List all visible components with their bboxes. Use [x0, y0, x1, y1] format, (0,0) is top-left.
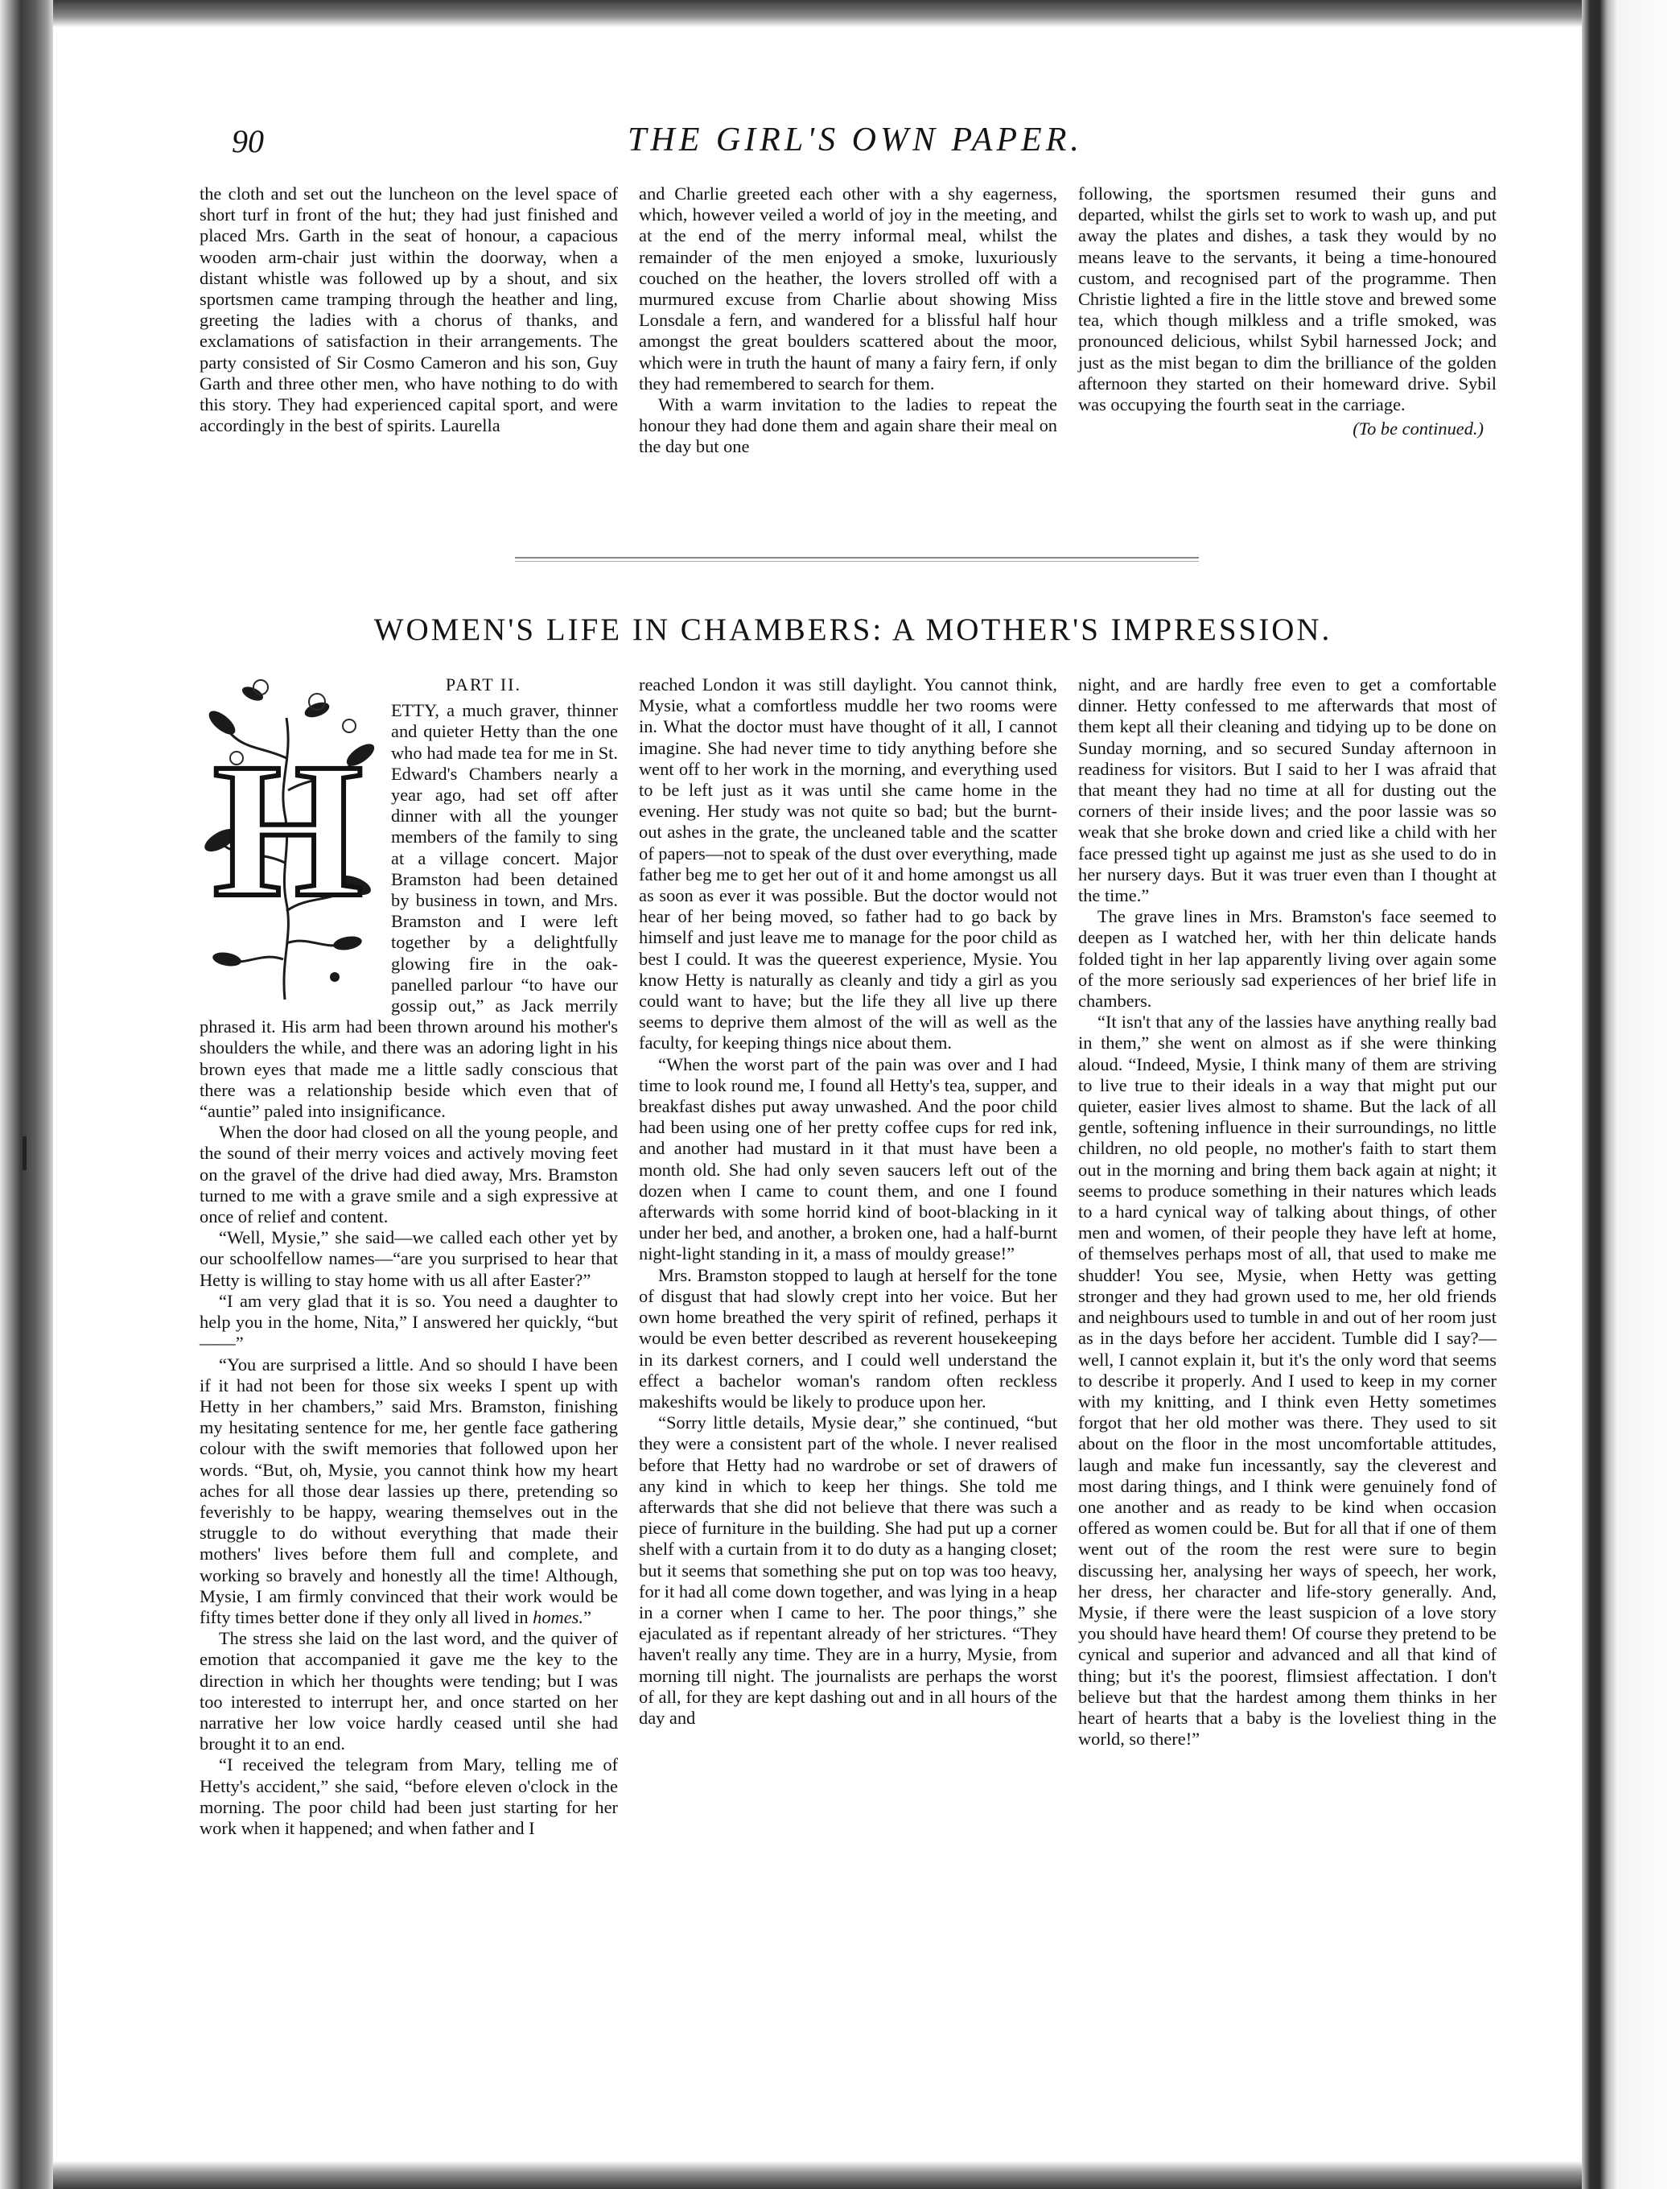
article-paragraph: Mrs. Bramston stopped to laugh at herself for the tone of disgust that had slowly crept into her voice. But her own home breathed the very spirit of refined, perhaps it would be even better described as reverent housekeeping in its darkest corners, and I could well understand the effect a bachelor woman's random often reckless makeshifts would be likely to produce upon her.: [639, 1264, 1057, 1412]
article-paragraph: “It isn't that any of the lassies have anything really bad in them,” she went on almost as if she were thinking aloud. “Indeed, Mysie, I think many of them are striving to live true to their ideals in a way that might put our quieter, easier lives almost to shame. But the lack of all gentle, softening influence in their surroundings, no little children, no old people, no mother's faith to start them out in the morning and bring them back again at night; it seems to produce something in their natures which leads to a hard cynical way of talking about things, of other men and women, of their people they have left at home, of themselves perhaps most of all, that used to make me shudder! You see, Mysie, when Hetty was getting stronger and they had grown used to me, her old friends and neighbours used to tumble in and out of her room just as in the days before her accident. Tumble did I say?—well, I cannot explain it, but it's the only word that seems to describe it properly. And I used to keep in my corner with my knitting, and I think even Hetty sometimes forgot that her old mother was there. They used to sit about on the floor in the most uncomfortable attitudes, laugh and make fun incessantly, say the cleverest and most daring things, and I think were genuinely fond of one another and as ready to be kind when occasion offered as women could be. But for all that if one of them went out of the room the rest were sure to begin discussing her, analysing her ways of speech, her work, her dress, her character and life-story generally. And, Mysie, if there were the least suspicion of a love story you should have heard them! Of course they pretend to be cynical and superior and advanced and all that kind of thing; but it's the poorest, flimsiest affectation. I don't believe but that the hardest among them thinks in her heart of hearts that a baby is the loveliest thing in the world, so there!”: [1078, 1012, 1497, 1750]
scan-border-top: [53, 0, 1582, 27]
article-paragraph: reached London it was still daylight. You cannot think, Mysie, what a comfortless muddle her two rooms were in. What the doctor must have thought of it all, I cannot imagine. She had never time to tidy anything before she went off to her work in the morning, and everything used to be left just as it was until she came home in the evening. Her study was not quite so bad; but the burnt-out ashes in the grate, the uncleaned table and the scatter of papers—not to speak of the dust over everything, made father beg me to get her out of it and home amongst us all as soon as ever it was possible. But the doctor would not hear of her being moved, so father had to go back by himself and just leave me to manage for the poor child as best I could. It was the queerest experience, Mysie. You know Hetty is naturally as cleanly and tidy a girl as you could want to have; but the life they all live up there seems to deprive them almost of the will as well as the faculty, for keeping things nice about them.: [639, 674, 1057, 1053]
article-paragraph: “Well, Mysie,” she said—we called each other yet by our schoolfellow names—“are you surprised to hear that Hetty is willing to stay home with us all after Easter?”: [200, 1227, 618, 1290]
article-column-1: [200, 674, 618, 1839]
story-column-3: [1078, 183, 1497, 439]
story-paragraph: the cloth and set out the luncheon on the level space of short turf in front of the hut; they had just finished and placed Mrs. Garth in the seat of honour, a capacious wooden arm-chair just within the doorway, when a distant whistle was followed up by a shout, and six sportsmen came tramping through the heather and ling, greeting the ladies with a chorus of thanks, and exclamations of satisfaction in their arrangements. The party consisted of Sir Cosmo Cameron and his son, Guy Garth and three other men, who have nothing to do with this story. They had experienced capital sport, and were accordingly in the best of spirits. Laurella: [200, 183, 618, 436]
scan-border-left: [0, 0, 53, 2189]
article-column-3: [1078, 674, 1497, 1750]
scan-border-bottom: [53, 2161, 1582, 2189]
article-paragraph: “I received the telegram from Mary, telling me of Hetty's accident,” she said, “before eleven o'clock in the morning. The poor child had been just starting for her work when it happened; and when father and I: [200, 1754, 618, 1838]
drop-cap-letter: H: [212, 723, 364, 937]
article-paragraph: The grave lines in Mrs. Bramston's face seemed to deepen as I watched her, with her thin delicate hands folded tight in her lap apparently living over again some of the more seriously sad experiences of her brief life in chambers.: [1078, 906, 1497, 1012]
paragraph-text: “You are surprised a little. And so should I have been if it had not been for those six weeks I spent up with Hetty in her chambers,” said Mrs. Bramston, finishing my hesitating sentence for me, her gentle face gathering colour with the swift memories that followed upon her words. “But, oh, Mysie, you cannot think how my heart aches for all those dear lassies up there, pretending so feverishly to be happy, wearing themselves out in the struggle to do without everything that made their mothers' lives before them full and complete, and working so bravely and honestly all the time! Although, Mysie, I am firmly convinced that their work would be fifty times better done if they only all lived in: [200, 1354, 618, 1627]
article-paragraph: The stress she laid on the last word, and the quiver of emotion that accompanied it gave me the key to the direction in which her thoughts were tending; but I was too interested to interrupt her, and once started on her narrative her low voice hardly ceased until she had brought it to an end.: [200, 1628, 618, 1754]
article-paragraph: night, and are hardly free even to get a comfortable dinner. Hetty confessed to me afterwards that most of them kept all their cleaning and tidying up to be done on Sunday morning, and so secured Sunday afternoon in readiness for visitors. But I said to her I was afraid that that meant they had no time at all for dusting out the corners of their inside lives; and the poor lassie was so weak that she broke down and cried like a child with her face pressed tight up against me just as she used to do in her nursery days. But it was truer even than I thought at the time.”: [1078, 674, 1497, 906]
margin-mark: [23, 1136, 27, 1170]
story-paragraph: and Charlie greeted each other with a shy eagerness, which, however veiled a world of joy in the meeting, and at the end of the merry informal meal, whilst the remainder of the men enjoyed a smoke, luxuriously couched on the heather, the lovers strolled off with a murmured excuse from Charlie about showing Miss Lonsdale a fern, and wandered for a blissful half hour amongst the great boulders scattered about the moor, which were in truth the haunt of many a fairy fern, if only they had remembered to search for them.: [639, 183, 1057, 394]
part-heading: PART II.: [445, 674, 521, 695]
article-title: WOMEN'S LIFE IN CHAMBERS: A MOTHER'S IMPRESSION.: [373, 612, 1332, 647]
story-column-2: [639, 183, 1057, 458]
article-paragraph: When the door had closed on all the young people, and the sound of their merry voices and actively moving feet on the gravel of the drive had died away, Mrs. Bramston turned to me with a grave smile and a sigh expressive at once of relief and content.: [200, 1122, 618, 1227]
article-paragraph: [200, 1354, 618, 1629]
story-paragraph: With a warm invitation to the ladies to repeat the honour they had done them and again share their meal on the day but one: [639, 394, 1057, 457]
story-paragraph: following, the sportsmen resumed their guns and departed, whilst the girls set to work to wash up, and put away the plates and dishes, a task they would by no means leave to the servants, it being a time-honoured custom, and recognised part of the programme. Then Christie lighted a fire in the little stove and brewed some tea, which though milkless and a trifle smoked, was pronounced delicious, whilst Sybil harnessed Jock; and just as the mist began to dim the brilliance of the golden afternoon they started on their homeward drive. Sybil was occupying the fourth seat in the carriage.: [1078, 183, 1497, 415]
section-separator: [515, 555, 1199, 563]
article-paragraph: “I am very glad that it is so. You need a daughter to help you in the home, Nita,” I answered her quickly, “but——”: [200, 1290, 618, 1354]
foliage-initial-illustration: [196, 670, 380, 1008]
journal-title: THE GIRL'S OWN PAPER.: [628, 122, 1083, 159]
story-column-1: [200, 183, 618, 436]
article-paragraph: “When the worst part of the pain was over and I had time to look round me, I found all Hetty's tea, supper, and breakfast dishes put away unwashed. And the poor child had been using one of her pretty coffee cups for red ink, and another had mustard in it that must have been a month old. She had only seven saucers left out of the dozen when I came to count them, and one I found afterwards with some horrid kind of boot-blacking in it under her bed, and another, a broken one, had a half-burnt night-light standing in it, a mass of mouldy grease!”: [639, 1053, 1057, 1264]
closing-quote: ”: [583, 1606, 591, 1627]
scan-border-right: [1582, 0, 1680, 2189]
page-number: 90: [232, 123, 264, 159]
article-paragraph: ETTY, a much graver, thinner and quieter Hetty than the one who had made tea for me in St. Edward's Chambers nearly a year ago, had set off after dinner with all the younger members of the family to sing at a village concert. Major Bramston had been detained by business in town, and Mrs. Bramston and I were left together by a delightfully glowing fire in the oak-panelled parlour “to have our gossip out,” as Jack merrily phrased it. His arm had been thrown around his mother's shoulders the while, and there was an adoring light in his brown eyes that made me a little sadly conscious that there was a relationship beside which even that of “auntie” paled into insignificance.: [200, 700, 618, 1122]
article-paragraph: “Sorry little details, Mysie dear,” she continued, “but they were a consistent part of the whole. I never realised before that Hetty had no wardrobe or set of drawers of any kind in which to keep her things. She told me afterwards that she did not believe that there was such a piece of furniture in the building. She had put up a corner shelf with a curtain from it to do duty as a hanging closet; but it seems that something she put on top was too heavy, for it had all come down together, and was lying in a heap in a corner when I came to her. The poor things,” she ejaculated as if repentant already of her strictures. “They haven't really any time. They are in a hurry, Mysie, from morning till night. The journalists are perhaps the worst of all, for they are kept dashing out and in all hours of the day and: [639, 1412, 1057, 1728]
emphasis-homes: homes.: [533, 1606, 583, 1627]
to-be-continued-note: (To be continued.): [1353, 418, 1484, 439]
ornamental-drop-cap: [196, 670, 380, 1008]
article-column-2: [639, 674, 1057, 1729]
